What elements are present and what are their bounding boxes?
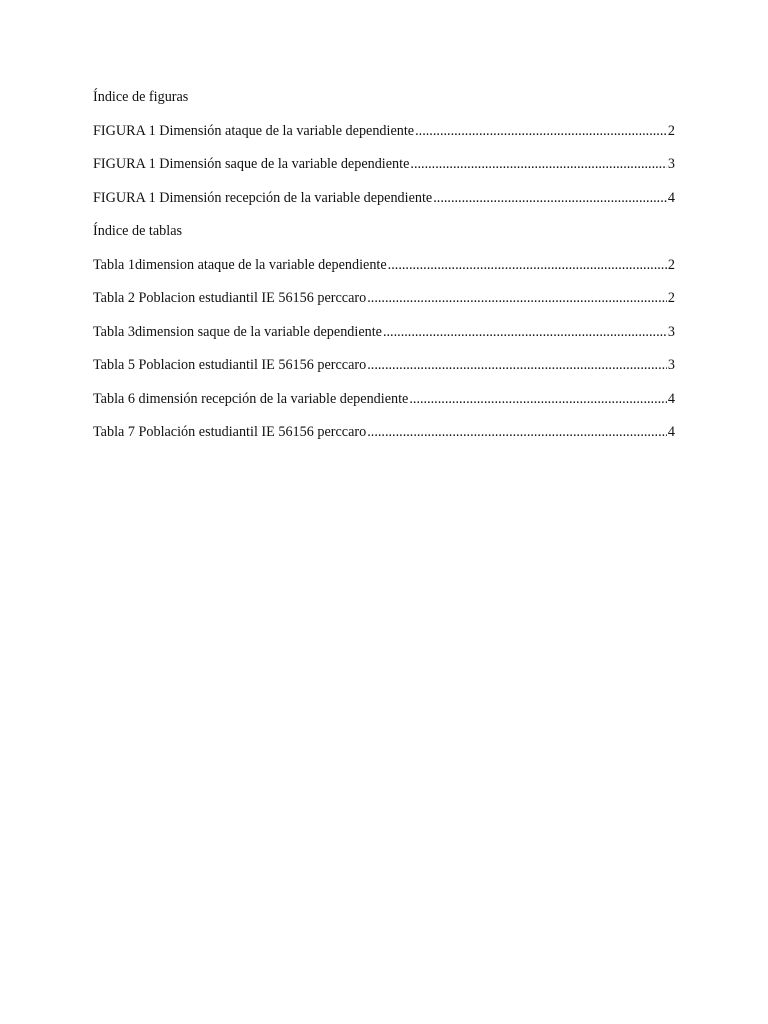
table-entry-title: Tabla 1dimension ataque de la variable dependiente xyxy=(93,256,387,273)
table-entry-page: 4 xyxy=(667,390,675,407)
table-entry[interactable] xyxy=(93,321,675,343)
figure-entry[interactable] xyxy=(93,187,675,209)
dot-leader xyxy=(367,421,667,443)
table-entry-title: Tabla 7 Población estudiantil IE 56156 perccaro xyxy=(93,424,367,440)
figure-entry-title: FIGURA 1 Dimensión saque de la variable dependiente xyxy=(93,156,410,172)
figure-entry-page: 3 xyxy=(667,156,675,172)
document-page xyxy=(93,86,675,455)
table-entry-title: Tabla 3dimension saque de la variable dependiente xyxy=(93,323,382,340)
table-entry-title: Tabla 2 Poblacion estudiantil IE 56156 perccaro xyxy=(93,290,367,306)
dot-leader xyxy=(433,187,667,209)
tables-index-list xyxy=(93,254,675,444)
figures-index-heading: Índice de figuras xyxy=(93,89,189,105)
table-entry[interactable] xyxy=(93,421,675,443)
table-entry[interactable] xyxy=(93,388,675,410)
figure-entry-page: 4 xyxy=(667,189,675,206)
dot-leader xyxy=(367,354,667,376)
table-entry-page: 3 xyxy=(667,357,675,373)
dot-leader xyxy=(409,388,667,410)
table-entry-page: 4 xyxy=(667,424,675,440)
table-entry-page: 3 xyxy=(667,323,675,340)
table-entry-page: 2 xyxy=(667,290,675,306)
table-entry[interactable] xyxy=(93,254,675,276)
tables-index-heading: Índice de tablas xyxy=(93,223,183,239)
dot-leader xyxy=(383,321,667,343)
table-entry-page: 2 xyxy=(667,256,675,273)
dot-leader xyxy=(415,120,667,142)
figure-entry-title: FIGURA 1 Dimensión recepción de la variable dependiente xyxy=(93,189,433,206)
figures-index-list xyxy=(93,120,675,209)
dot-leader xyxy=(388,254,667,276)
figure-entry-title: FIGURA 1 Dimensión ataque de la variable dependiente xyxy=(93,122,415,139)
table-entry-title: Tabla 5 Poblacion estudiantil IE 56156 perccaro xyxy=(93,357,367,373)
dot-leader xyxy=(410,153,667,175)
table-entry-title: Tabla 6 dimensión recepción de la variable dependiente xyxy=(93,390,409,407)
table-entry[interactable] xyxy=(93,287,675,309)
figure-entry[interactable] xyxy=(93,153,675,175)
table-entry[interactable] xyxy=(93,354,675,376)
figure-entry[interactable] xyxy=(93,120,675,142)
dot-leader xyxy=(367,287,667,309)
figure-entry-page: 2 xyxy=(667,122,675,139)
